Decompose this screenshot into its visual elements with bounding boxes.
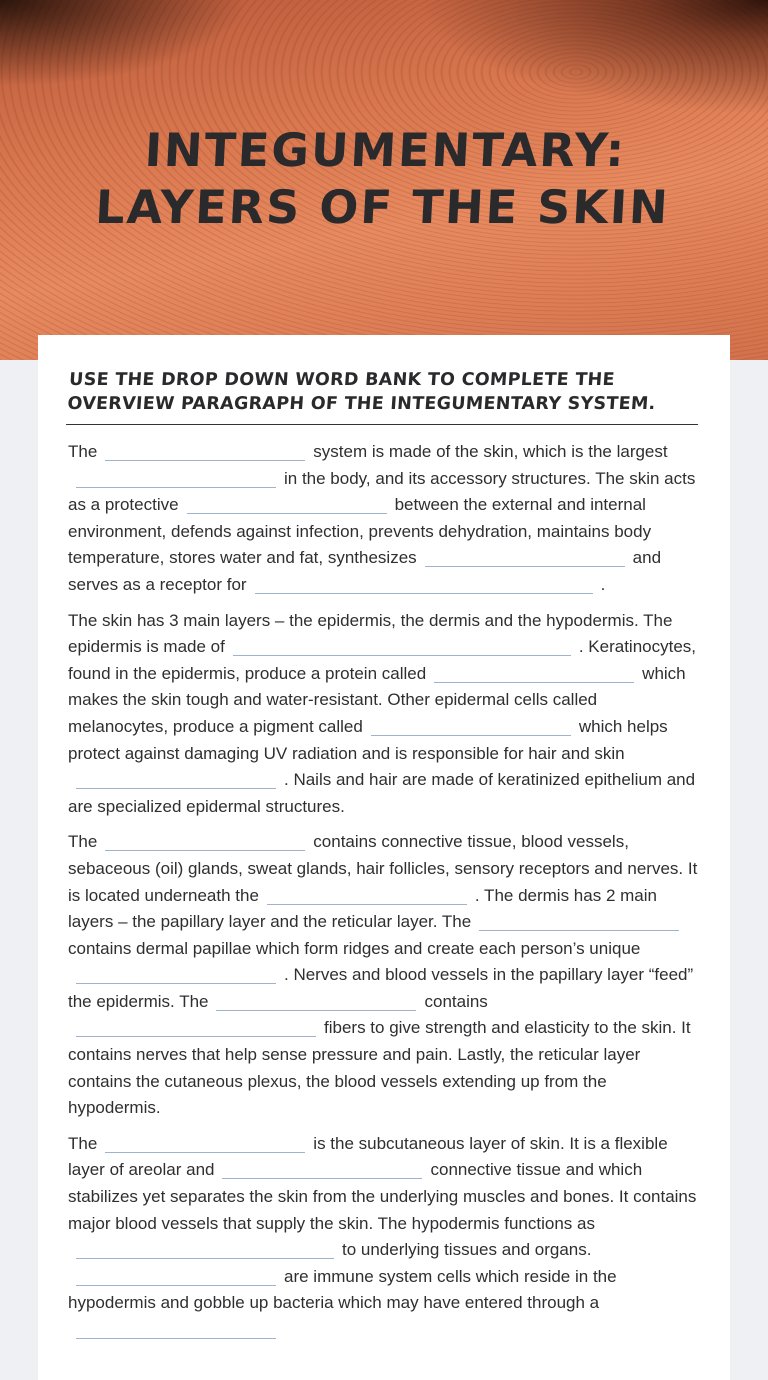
blank-18[interactable] xyxy=(76,1238,334,1259)
blank-10[interactable] xyxy=(105,830,305,851)
worksheet-body xyxy=(68,439,702,1353)
blank-15[interactable] xyxy=(76,1016,316,1037)
title-line-2: LAYERS OF THE SKIN xyxy=(94,180,671,234)
blank-12[interactable] xyxy=(479,910,679,931)
worksheet-title xyxy=(0,122,768,236)
blank-1[interactable] xyxy=(105,440,305,461)
blank-5[interactable] xyxy=(255,573,593,594)
blank-3[interactable] xyxy=(187,493,387,514)
blank-4[interactable] xyxy=(425,546,625,567)
paragraph-1: The system is made of the skin, which is the largestin the body, and its accessory structures. The skin acts as a protective between the external and internal environment, defends against infection, prevents dehydration, maintains body temperature, stores water and fat, synthesizes and serves as a receptor for . xyxy=(68,442,696,594)
blank-2[interactable] xyxy=(76,467,276,488)
blank-14[interactable] xyxy=(216,990,416,1011)
blank-8[interactable] xyxy=(371,715,571,736)
instructions-heading: USE THE DROP DOWN WORD BANK TO COMPLETE THE OVERVIEW PARAGRAPH OF THE INTEGUMENTARY SYSTEM. xyxy=(66,368,702,425)
blank-6[interactable] xyxy=(233,635,571,656)
title-line-1: INTEGUMENTARY: xyxy=(143,123,628,177)
blank-19[interactable] xyxy=(76,1265,276,1286)
paragraph-3: The contains connective tissue, blood vessels, sebaceous (oil) glands, sweat glands, hair follicles, sensory receptors and nerves. It is located underneath the . The dermis has 2 main layers – the papillary layer and the reticular layer. Thecontains dermal papillae which form ridges and create each person’s unique. Nerves and blood vessels in the papillary layer “feed” the epidermis. The containsfibers to give strength and elasticity to the skin. It contains nerves that help sense pressure and pain. Lastly, the reticular layer contains the cutaneous plexus, the blood vessels extending up from the hypodermis. xyxy=(68,832,698,1118)
blank-9[interactable] xyxy=(76,768,276,789)
paragraph-4: The is the subcutaneous layer of skin. It is a flexible layer of areolar and connective tissue and which stabilizes yet separates the skin from the underlying muscles and bones. It contains major blood vessels that supply the skin. The hypodermis functions asto underlying tissues and organs.are immune system cells which reside in the hypodermis and gobble up bacteria which may have entered through a xyxy=(68,1131,702,1344)
blank-17[interactable] xyxy=(222,1158,422,1179)
header-background-image xyxy=(0,0,768,360)
blank-13[interactable] xyxy=(76,963,276,984)
blank-20[interactable] xyxy=(76,1318,276,1339)
paragraph-2: The skin has 3 main layers – the epidermis, the dermis and the hypodermis. The epidermis is made of . Keratinocytes, found in the epidermis, produce a protein called which makes the skin tough and water-resistant. Other epidermal cells called melanocytes, produce a pigment called which helps protect against damaging UV radiation and is responsible for hair and skin. Nails and hair are made of keratinized epithelium and are specialized epidermal structures. xyxy=(68,610,697,816)
worksheet-card xyxy=(38,335,730,1380)
blank-7[interactable] xyxy=(434,662,634,683)
blank-16[interactable] xyxy=(105,1132,305,1153)
blank-11[interactable] xyxy=(267,884,467,905)
